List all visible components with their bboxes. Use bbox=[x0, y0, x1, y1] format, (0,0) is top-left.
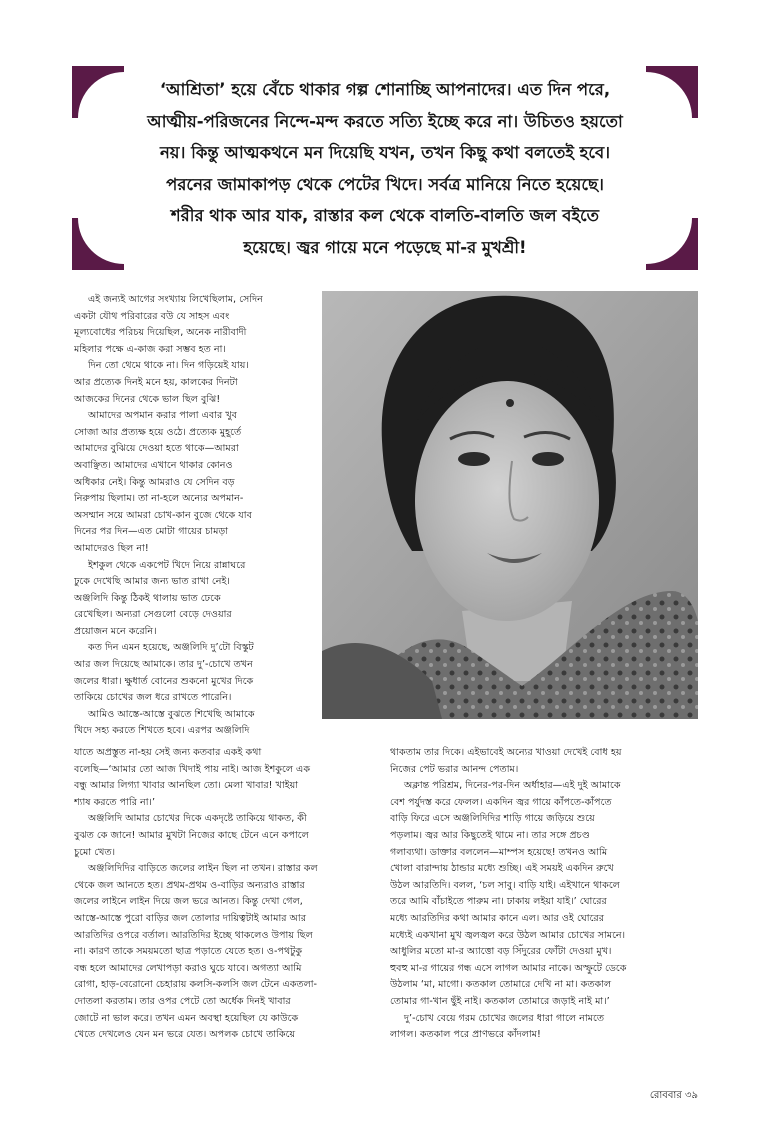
text-line: জলের লাইনে লাইন দিয়ে জল ভরে আনত। কিন্তু দেখা গেল, bbox=[74, 896, 303, 908]
text-line: নিজের পেট ভরার আনন্দ পেতাম। bbox=[390, 763, 519, 775]
text-line: একটা যৌথ পরিবারের বউ যে সাহস এবং bbox=[74, 310, 230, 322]
text-line: আর জল দিয়েছে আমাকে। তার দু’-চোখে তখন bbox=[74, 659, 253, 671]
text-line: তাকিয়ে চোখের জল ধরে রাখতে পারেনি। bbox=[74, 692, 232, 704]
text-line: অসম্মান সয়ে আমরা চোখ-কান বুজে থেকে যাব bbox=[74, 509, 252, 521]
text-line: বন্ধু আমার লিগ্যা খাবার আনছিল তো। মেলা খাবার! খাইয়া bbox=[74, 780, 299, 792]
pull-quote-line: আত্মীয়-পরিজনের নিন্দে-মন্দ করতে সত্যি ইচ্ছে করে না। উচিতও হয়তো bbox=[147, 111, 623, 131]
text-line: ঢুকে দেখেছি আমার জন্য ভাত রাখা নেই। bbox=[74, 576, 230, 588]
text-line: চুমো খেত। bbox=[74, 846, 116, 858]
text-line: বন্ধ হলে আমাদের লেখাপড়া করাও ঘুচে যাবে। অগত্যা আমি bbox=[74, 962, 302, 974]
text-line: জোটে না ভাল করে। তখন এমন অবস্থা হয়েছিল যে কাউকে bbox=[74, 1012, 299, 1024]
text-line: অঞ্জলিদিদির বাড়িতে জলের লাইন ছিল না তখন। রাস্তার কল bbox=[88, 863, 318, 875]
text-line: অঞ্জলিদি কিন্তু ঠিকই থালায় ভাত ঢেকে bbox=[74, 592, 221, 604]
text-line: অবাঞ্ছিত। আমাদের এখানে থাকার কোনও bbox=[74, 459, 233, 471]
text-line: খিদে সহ্য করতে শিখতে হবে। এরপর অঞ্জলিদি bbox=[74, 725, 250, 737]
pull-quote-line: ‘আশ্রিতা’ হয়ে বেঁচে থাকার গল্প শোনাচ্ছি আপনাদের। এত দিন পরে, bbox=[159, 80, 611, 99]
text-line: রোগা, হাড়-বেরোনো চেহারায় কলসি-কলসি জল টেনে একতলা- bbox=[74, 979, 317, 991]
text-line: না। কারণ তাকে সময়মতো ছাত্র পড়াতে যেতে হত। ও-পথটুকু bbox=[74, 946, 303, 958]
text-line: অধিকার নেই। কিন্তু আমরাও যে সেদিন বড় bbox=[74, 476, 235, 488]
text-line: দু’-চোখ বেয়ে গরম চোখের জলের ধারা গালে নামতে bbox=[404, 1012, 605, 1024]
portrait-image bbox=[322, 291, 698, 719]
article-column-left-lower bbox=[74, 745, 374, 1044]
pull-quote-text bbox=[102, 74, 668, 263]
text-line: তরে আমি বাঁচাইতে পারুম না। ঢাকায় লইয়া যাই।’ ঘোরের bbox=[390, 896, 607, 908]
text-line: থেকে জল আনতে হত। প্রথম-প্রথম ও-বাড়ির অন্যরাও রাস্তার bbox=[74, 879, 305, 891]
text-line: জলের ধারা। ক্ষুধার্ত বোনের শুকনো মুখের দিকে bbox=[74, 675, 254, 687]
text-line: পড়লাম। জ্বর আর কিছুতেই থামে না। তার সঙ্গে প্রচণ্ড bbox=[390, 829, 590, 841]
text-line: এই জন্যই আগের সংখ্যায় লিখেছিলাম, সেদিন bbox=[88, 294, 263, 305]
text-line: বাড়ি ফিরে এসে অঞ্জলিদিদির শাড়ি গায়ে জড়িয়ে শুয়ে bbox=[390, 813, 595, 825]
pull-quote-line: হয়েছে। জ্বর গায়ে মনে পড়েছে মা-র মুখশ্রী! bbox=[243, 237, 527, 257]
text-line: লাগল। কতকাল পরে প্রাণভরে কাঁদলাম! bbox=[390, 1029, 541, 1041]
text-line: আধুলির মতো মা-র অ্যাত্তো বড় সিঁদুরের ফোঁটা দেওয়া মুখ। bbox=[390, 946, 612, 958]
text-line: বুঝত কে জানে! আমার মুখটা নিজের কাছে টেনে এনে কপালে bbox=[74, 829, 309, 841]
text-line: কত দিন এমন হয়েছে, অঞ্জলিদি দু’টো বিস্কুট bbox=[88, 642, 254, 654]
pull-quote-line: পরনের জামাকাপড় থেকে পেটের খিদে। সর্বত্র মানিয়ে নিতে হয়েছে। bbox=[166, 174, 604, 194]
text-line: ইশকুল থেকে একপেট খিদে নিয়ে রান্নাঘরে bbox=[88, 559, 246, 571]
text-line: অঞ্জলিদি আমার চোখের দিকে একদৃষ্টে তাকিয়ে থাকত, কী bbox=[88, 813, 307, 825]
text-line: আস্তে-আস্তে পুরো বাড়ির জল তোলার দায়িত্বটাই আমার আর bbox=[74, 912, 307, 924]
text-line: মূল্যবোধের পরিচয় দিয়েছিল, অনেক নারীবাদী bbox=[74, 327, 247, 339]
text-line: যাতে অপ্রস্তুত না-হয় সেই জন্য কতবার একই কথা bbox=[74, 747, 262, 758]
text-line: আরতিদির ওপরে বর্তাল। আরতিদির ইচ্ছে থাকলেও উপায় ছিল bbox=[74, 929, 313, 941]
pull-quote-line: নয়। কিন্তু আত্মকথনে মন দিয়েছি যখন, তখন কিছু কথা বলতেই হবে। bbox=[159, 143, 611, 162]
text-line: সোজা আর প্রত্যক্ষ হয়ে ওঠে। প্রত্যেক মুহূর্তে bbox=[74, 426, 242, 438]
text-line: বেশ পর্যুদস্ত করে ফেলল। একদিন জ্বর গায়ে কাঁপতে-কাঁপতে bbox=[390, 796, 612, 808]
text-line: খোলা বারান্দায় ঠান্ডার মধ্যে শুচ্ছি। এই সময়ই একদিন রুখে bbox=[390, 863, 614, 875]
text-line: গলাব্যথা। ডাক্তার বললেন—মাম্পস হয়েছে! তখনও আমি bbox=[390, 846, 608, 858]
text-line: অক্লান্ত পরিশ্রম, দিনের-পর-দিন অর্ধাহার—এই দুই আমাকে bbox=[404, 780, 621, 792]
text-line: উঠলাম ‘মা, মাগো। কতকাল তোমারে দেখি না মা। কতকাল bbox=[390, 979, 612, 991]
text-line: তোমার গা-খান ছুঁই নাই। কতকাল তোমারে জড়াই নাই মা।’ bbox=[390, 995, 610, 1007]
article-column-right bbox=[390, 745, 700, 1044]
text-line: শ্যাষ করতে পারি না।’ bbox=[74, 796, 156, 808]
text-line: রেখেছিল। অন্যরা সেগুলো বেড়ে দেওয়ার bbox=[74, 609, 232, 621]
text-line: আমিও আস্তে-আস্তে বুঝতে শিখেছি আমাকে bbox=[88, 708, 255, 720]
text-line: দিনের পর দিন—এত মোটা গায়ের চামড়া bbox=[74, 526, 229, 538]
text-line: আমাদেরও ছিল না! bbox=[74, 542, 149, 554]
text-line: বলেছি—‘আমার তো আজ খিদাই পায় নাই। আজ ইশকুলে এক bbox=[74, 763, 311, 775]
text-line: নিরুপায় ছিলাম। তা না-হলে অন্যের অপমান- bbox=[74, 493, 244, 505]
text-line: আমাদের বুঝিয়ে দেওয়া হতে থাকে—আমরা bbox=[74, 443, 239, 455]
text-line: আজকের দিনের থেকে ভাল ছিল বুঝি! bbox=[74, 393, 221, 405]
text-line: মধ্যেই একখানা মুখ জ্বলজ্বল করে উঠল আমার চোখের সামনে। bbox=[390, 929, 626, 941]
text-line: আমাদের অপমান করার পালা এবার খুব bbox=[88, 410, 237, 422]
text-line: দিন তো থেমে থাকে না। দিন গড়িয়েই যায়। bbox=[88, 360, 249, 372]
article-column-left bbox=[74, 292, 318, 740]
text-line: হুবহু মা-র গায়ের গন্ধ এসে লাগল আমার নাকে। অস্ফুটে ডেকে bbox=[390, 962, 627, 974]
text-line: থাকতাম তার দিকে। এইভাবেই অন্যের খাওয়া দেখেই বোধ হয় bbox=[390, 747, 622, 758]
text-line: খেতে দেখলেও যেন মন ভরে যেত। অপলক চোখে তাকিয়ে bbox=[74, 1029, 296, 1041]
text-line: আর প্রত্যেক দিনই মনে হয়, কালকের দিনটা bbox=[74, 376, 238, 388]
page-folio: রোববার ৩৯ bbox=[649, 1090, 698, 1101]
text-line: উঠল আরতিদি। বলল, ‘চল সাবু। বাড়ি যাই। এইখানে থাকলে bbox=[390, 879, 620, 891]
text-line: দোতলা করতাম। তার ওপর পেটে তো অর্ধেক দিনই খাবার bbox=[74, 995, 291, 1007]
pull-quote bbox=[72, 66, 698, 270]
text-line: মধ্যে আরতিদির কথা আমার কানে এল। আর ওই ঘোরের bbox=[390, 912, 604, 924]
portrait-photo bbox=[322, 291, 698, 719]
text-line: মহিলার পক্ষে এ-কাজ করা সম্ভব হত না। bbox=[74, 343, 226, 355]
pull-quote-line: শরীর থাক আর যাক, রাস্তার কল থেকে বালতি-বালতি জল বইতে bbox=[170, 206, 600, 225]
text-line: প্রয়োজন মনে করেনি। bbox=[74, 625, 157, 637]
